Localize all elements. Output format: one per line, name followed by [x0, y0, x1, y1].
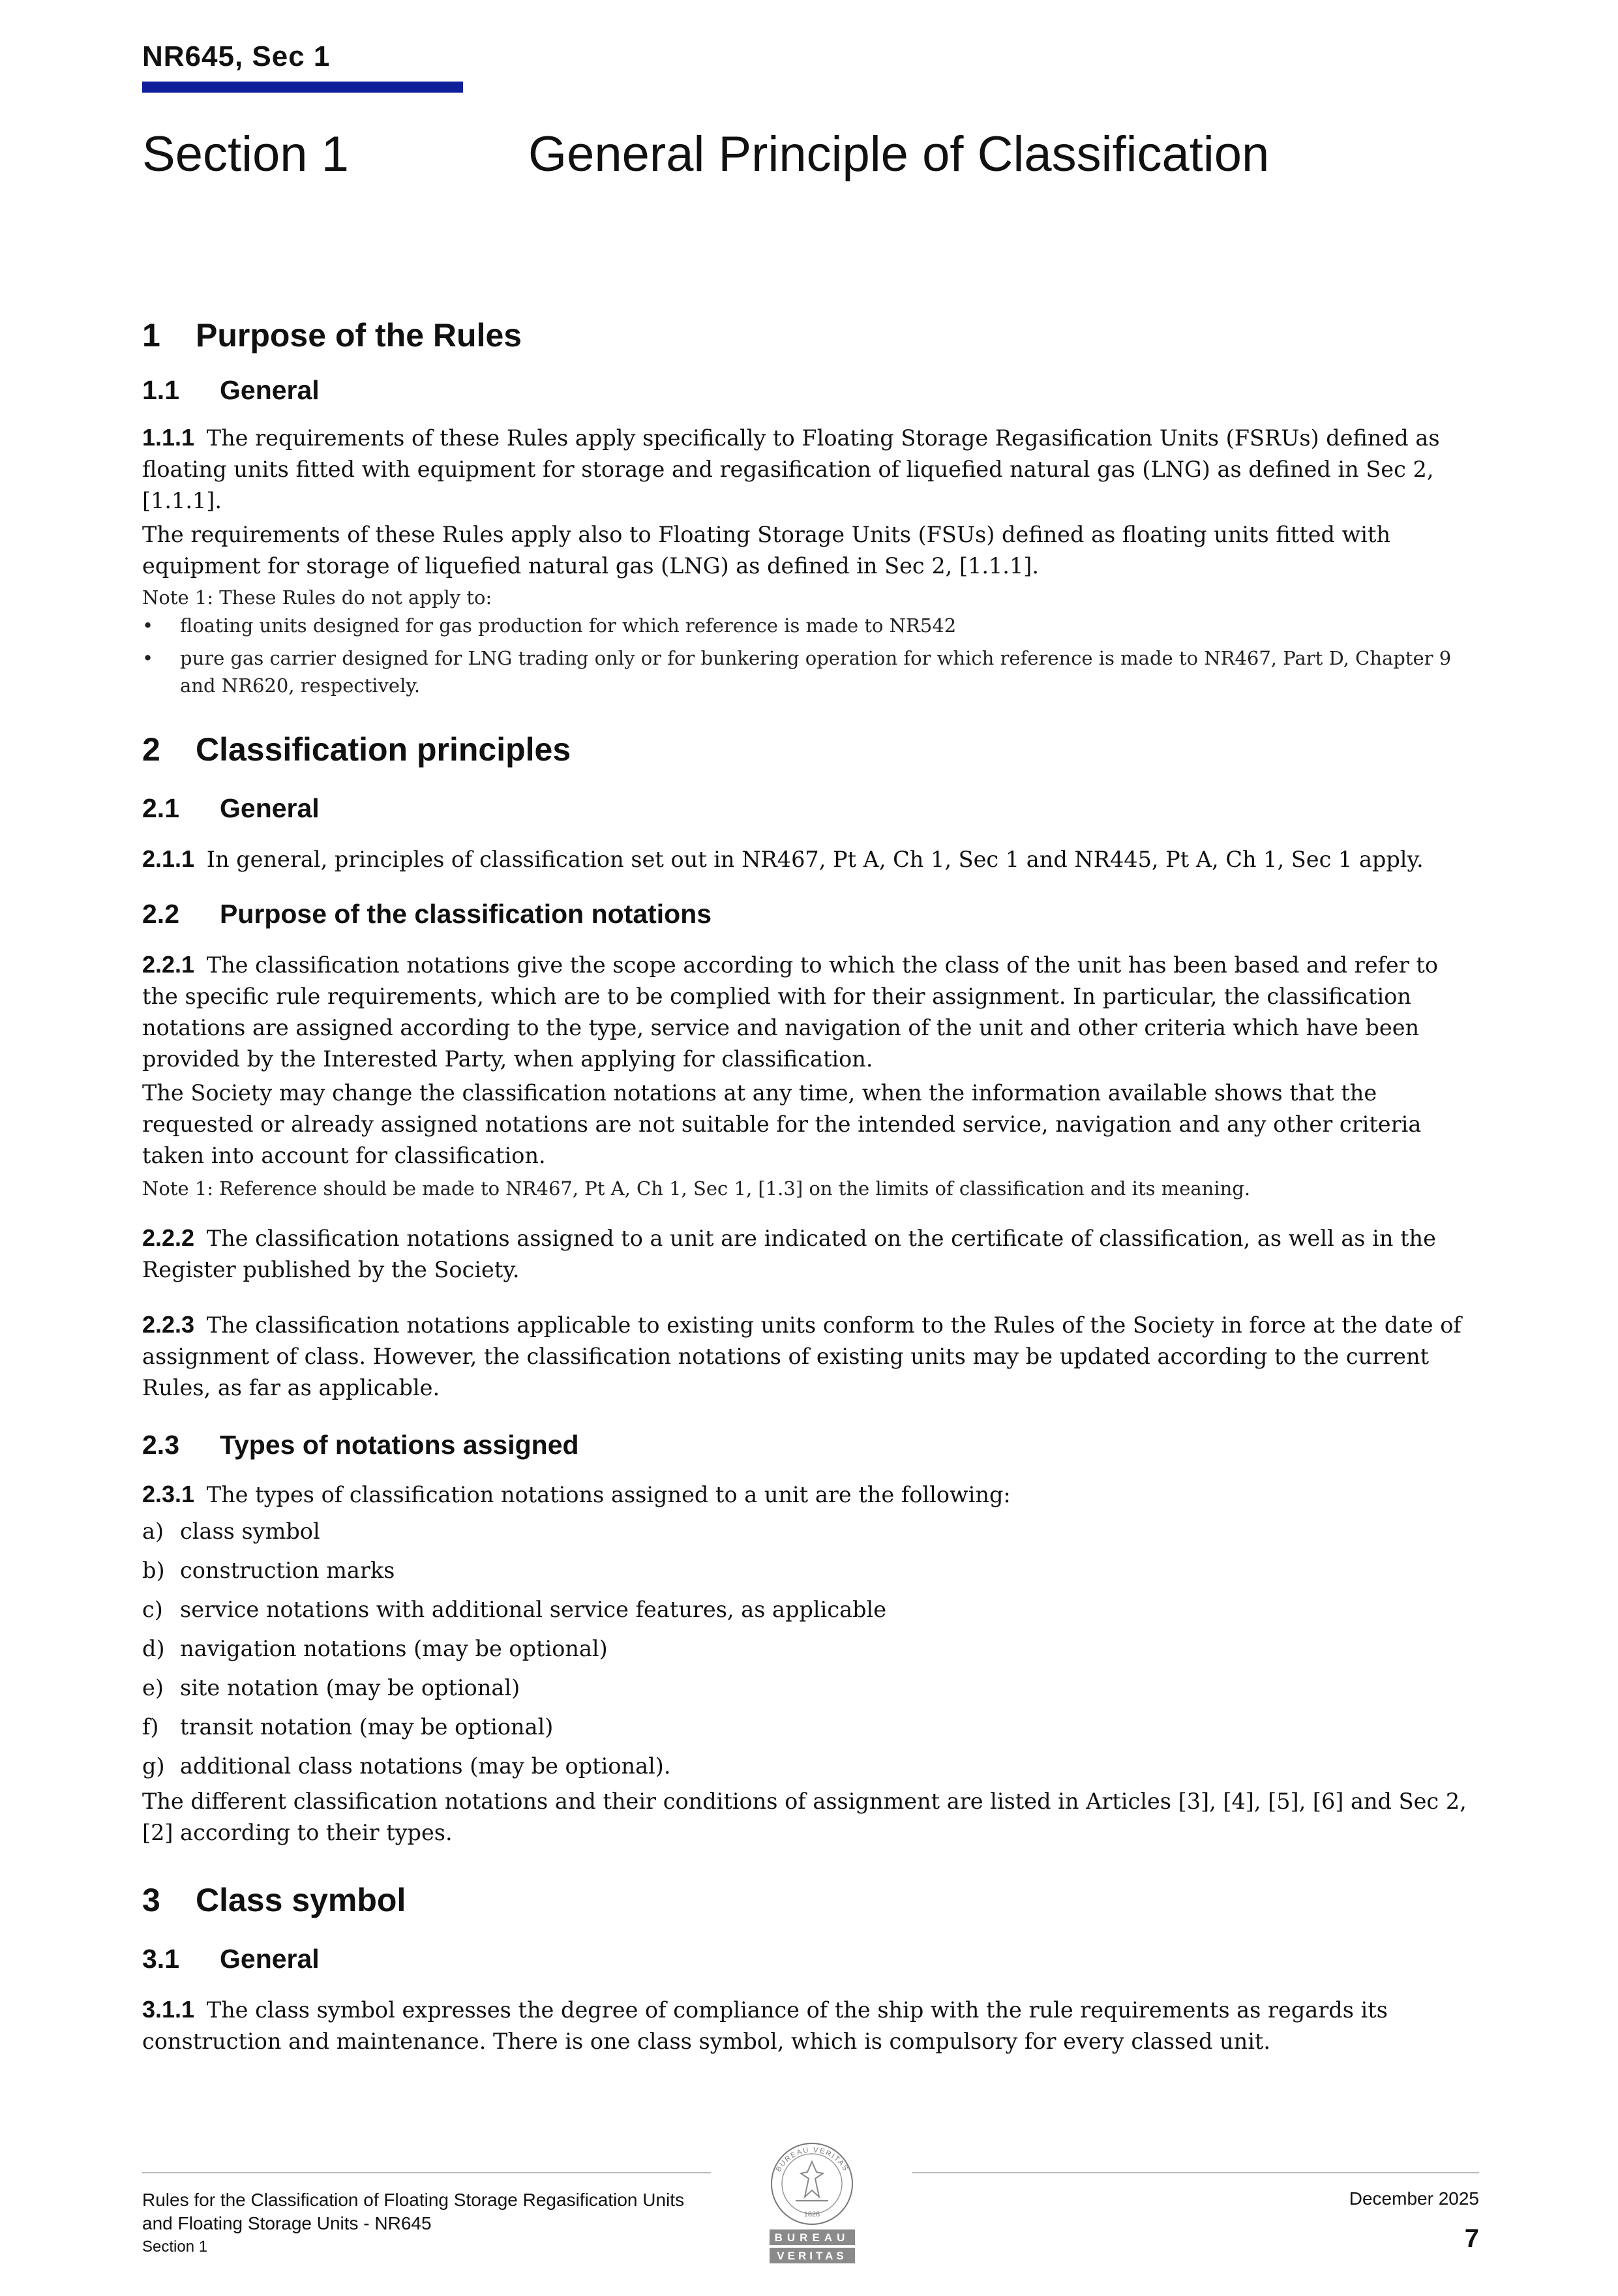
page-body [142, 307, 1479, 2057]
logo-year: 1828 [803, 2211, 820, 2218]
running-head: NR645, Sec 1 [142, 40, 331, 72]
heading-title: General [220, 793, 320, 823]
paragraph-ref: 3.1.1 [142, 1996, 195, 2023]
heading-number: 3 [142, 1882, 160, 1918]
heading-2-1 [142, 793, 1479, 824]
heading-number: 1 [142, 317, 160, 354]
heading-title: Purpose of the classification notations [220, 899, 712, 929]
bullet: • [142, 614, 154, 637]
paragraph-2-3-1: 2.3.1 The types of classification notations assigned to a unit are the following: [142, 1481, 1011, 1507]
logo-word-bureau: BUREAU [774, 2231, 850, 2244]
list-item: g) additional class notations (may be optional). [142, 1753, 671, 1779]
paragraph-2-2-2: 2.2.2 The classification notations assigned to a unit are indicated on the certificate of classification, as well as in the Register published by the Society. [142, 1224, 1436, 1282]
paragraph: The requirements of these Rules apply also to Floating Storage Units (FSUs) defined as floating units fitted with equipment for storage of liquefied natural gas (LNG) as defined in Sec 2, [1.1.1]. [142, 522, 1391, 579]
heading-number: 2 [142, 731, 160, 768]
heading-title: Classification principles [196, 731, 571, 768]
page-number: 7 [1464, 2224, 1479, 2253]
header-rule [142, 82, 463, 93]
heading-2-2 [142, 899, 1479, 929]
heading-1 [142, 316, 1479, 354]
list-item: d) navigation notations (may be optional) [142, 1636, 608, 1661]
list-item: c) service notations with additional service features, as applicable [142, 1597, 887, 1622]
heading-number: 2.1 [142, 793, 179, 823]
paragraph-1-1-1 [142, 422, 1479, 517]
heading-title: Class symbol [196, 1882, 406, 1918]
section-title: General Principle of Classification [528, 127, 1270, 182]
note-list-item: • floating units designed for gas production for which reference is made to NR542 [142, 612, 1479, 639]
heading-title: General [220, 1944, 320, 1974]
heading-3-1 [142, 1944, 1479, 1974]
paragraph: The Society may change the classification notations at any time, when the information available shows that the requested or already assigned notations are not suitable for the intended service, navigation and any other criteria taken into account for classification. [142, 1080, 1422, 1168]
heading-1-1 [142, 375, 1479, 406]
heading-number: 3.1 [142, 1944, 179, 1974]
heading-number: 1.1 [142, 375, 179, 405]
logo-arc-text: BUREAU VERITAS [774, 2146, 850, 2173]
heading-title: General [220, 375, 320, 405]
paragraph: The different classification notations and their conditions of assignment are listed in Articles [3], [4], [5], [6] and Sec 2, [2] according to their types. [142, 1789, 1467, 1845]
list-item: b) construction marks [142, 1558, 395, 1583]
bureau-veritas-logo [762, 2133, 863, 2270]
heading-3 [142, 1881, 1479, 1919]
heading-number: 2.3 [142, 1430, 179, 1460]
list-item: e) site notation (may be optional) [142, 1675, 520, 1700]
paragraph-ref: 2.1.1 [142, 845, 195, 872]
note-list-item: • pure gas carrier designed for LNG trading only or for bunkering operation for which reference is made to NR467, Part D, Chapter 9 and NR620, respectively. [142, 644, 1479, 699]
paragraph-ref: 2.2.1 [142, 951, 195, 978]
list-item: f) transit notation (may be optional) [142, 1714, 554, 1740]
paragraph-3-1-1: 3.1.1 The class symbol expresses the degree of compliance of the ship with the rule requirements as regards its construction and maintenance. There is one class symbol, which is compulsory for every classed unit. [142, 1996, 1388, 2054]
paragraph-ref: 1.1.1 [142, 424, 195, 451]
footer-section: Section 1 [142, 2238, 208, 2256]
heading-title: Types of notations assigned [220, 1430, 579, 1460]
heading-title: Purpose of the Rules [196, 317, 522, 354]
note: Note 1: These Rules do not apply to: [142, 586, 492, 609]
paragraph-text: The requirements of these Rules apply specifically to Floating Storage Regasification Units (FSRUs) defined as floating units fitted with equipment for storage and regasification of liquefied natural gas (LNG) as defined in Sec 2, [1.1.1]. [142, 425, 1440, 513]
paragraph-ref: 2.2.2 [142, 1224, 195, 1251]
paragraph-2-2-1: 2.2.1 The classification notations give the scope according to which the class of the unit has been based and refer to the specific rule requirements, which are to be complied with for their assignment. In particular, the classification notations are assigned according to the type, service and navigation of the unit and other criteria which have been provided by the Interested Party, when applying for classification. [142, 951, 1439, 1072]
paragraph-ref: 2.3.1 [142, 1481, 195, 1507]
paragraph-2-1-1: 2.1.1 In general, principles of classification set out in NR467, Pt A, Ch 1, Sec 1 and NR445, Pt A, Ch 1, Sec 1 apply. [142, 845, 1424, 872]
footer-date: December 2025 [1349, 2188, 1479, 2209]
bullet: • [142, 647, 154, 669]
heading-2-3 [142, 1430, 1479, 1460]
footer-rule-left [142, 2172, 711, 2173]
heading-2 [142, 731, 1479, 768]
section-number: Section 1 [142, 127, 349, 182]
logo-word-veritas: VERITAS [777, 2250, 847, 2262]
paragraph-ref: 2.2.3 [142, 1311, 195, 1338]
heading-number: 2.2 [142, 899, 179, 929]
note-list [142, 612, 1479, 699]
note: Note 1: Reference should be made to NR467, Pt A, Ch 1, Sec 1, [1.3] on the limits of classification and its meaning. [142, 1177, 1251, 1200]
paragraph-2-2-3: 2.2.3 The classification notations applicable to existing units conform to the Rules of the Society in force at the date of assignment of class. However, the classification notations of existing units may be updated according to the current Rules, as far as applicable. [142, 1311, 1461, 1400]
footer-rule-right [912, 2172, 1479, 2173]
list-item: a) class symbol [142, 1518, 320, 1544]
footer-document-title: Rules for the Classification of Floating Storage Regasification Units and Floating Storage Units - NR645 Section 1 [142, 2188, 684, 2259]
notation-types-list [142, 1512, 1479, 1786]
